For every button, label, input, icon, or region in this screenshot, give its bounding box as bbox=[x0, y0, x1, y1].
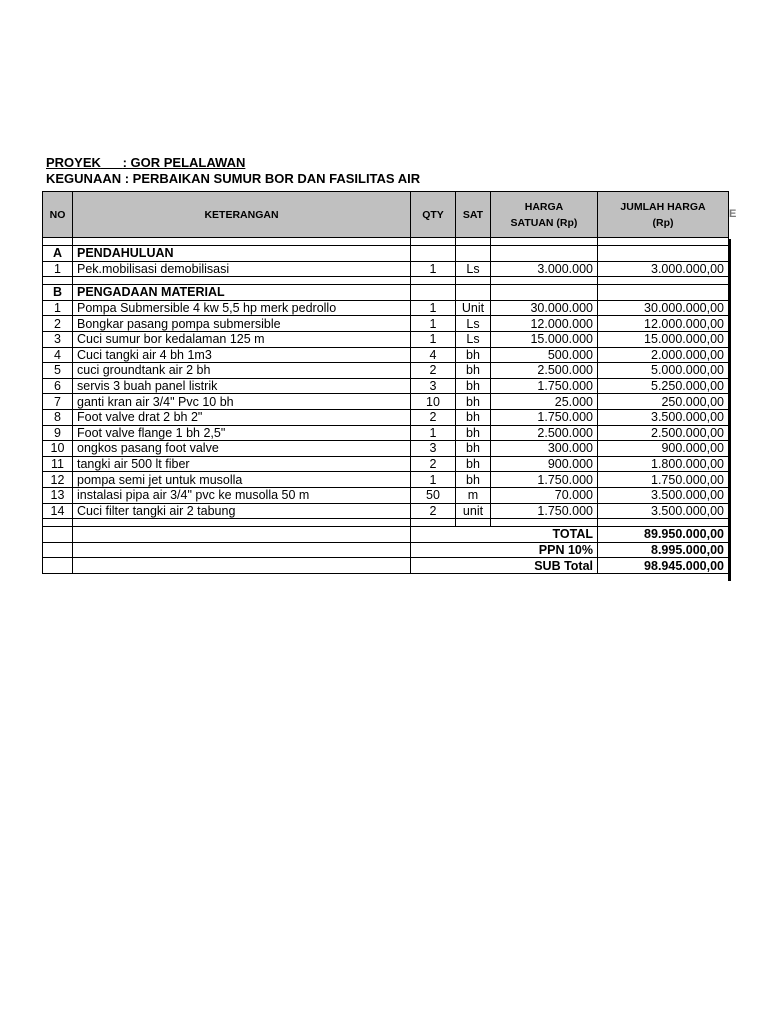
item-unit: m bbox=[456, 487, 491, 503]
section-code: A bbox=[43, 246, 73, 262]
item-total-price: 3.500.000,00 bbox=[598, 503, 729, 519]
table-row bbox=[43, 261, 729, 277]
item-unit: bh bbox=[456, 409, 491, 425]
item-description: Pompa Submersible 4 kw 5,5 hp merk pedrollo bbox=[73, 300, 411, 316]
total-value: 98.945.000,00 bbox=[598, 558, 729, 574]
table-row bbox=[43, 394, 729, 410]
item-qty: 2 bbox=[411, 363, 456, 379]
col-header-keterangan: KETERANGAN bbox=[73, 192, 411, 238]
item-total-price: 900.000,00 bbox=[598, 441, 729, 457]
empty-cell bbox=[43, 558, 73, 574]
spacer-row bbox=[43, 238, 729, 246]
item-description: Foot valve flange 1 bh 2,5" bbox=[73, 425, 411, 441]
item-number: 5 bbox=[43, 363, 73, 379]
table-row bbox=[43, 425, 729, 441]
item-unit-price: 300.000 bbox=[491, 441, 598, 457]
item-unit: bh bbox=[456, 378, 491, 394]
item-description: instalasi pipa air 3/4" pvc ke musolla 50 m bbox=[73, 487, 411, 503]
item-number: 9 bbox=[43, 425, 73, 441]
total-row bbox=[43, 527, 729, 543]
item-unit-price: 1.750.000 bbox=[491, 472, 598, 488]
item-unit-price: 500.000 bbox=[491, 347, 598, 363]
empty-cell bbox=[73, 542, 411, 558]
item-total-price: 1.750.000,00 bbox=[598, 472, 729, 488]
table-row bbox=[43, 300, 729, 316]
project-label: PROYEK bbox=[46, 155, 101, 170]
item-total-price: 5.000.000,00 bbox=[598, 363, 729, 379]
table-row bbox=[43, 347, 729, 363]
item-description: Foot valve drat 2 bh 2" bbox=[73, 409, 411, 425]
item-description: ongkos pasang foot valve bbox=[73, 441, 411, 457]
item-unit-price: 900.000 bbox=[491, 456, 598, 472]
item-unit: bh bbox=[456, 394, 491, 410]
item-number: 1 bbox=[43, 261, 73, 277]
item-number: 3 bbox=[43, 331, 73, 347]
table-row bbox=[43, 378, 729, 394]
item-number: 12 bbox=[43, 472, 73, 488]
item-number: 2 bbox=[43, 316, 73, 332]
item-qty: 10 bbox=[411, 394, 456, 410]
item-qty: 3 bbox=[411, 378, 456, 394]
item-total-price: 2.500.000,00 bbox=[598, 425, 729, 441]
table-row bbox=[43, 331, 729, 347]
item-unit-price: 12.000.000 bbox=[491, 316, 598, 332]
section-code: B bbox=[43, 285, 73, 301]
empty-cell bbox=[598, 285, 729, 301]
item-unit-price: 2.500.000 bbox=[491, 363, 598, 379]
table-row bbox=[43, 456, 729, 472]
table-row bbox=[43, 503, 729, 519]
item-description: Cuci sumur bor kedalaman 125 m bbox=[73, 331, 411, 347]
item-unit: bh bbox=[456, 456, 491, 472]
empty-cell bbox=[43, 277, 73, 285]
cost-estimate-table bbox=[42, 191, 729, 574]
item-qty: 2 bbox=[411, 456, 456, 472]
col-header-harga-satuan: HARGA SATUAN (Rp) bbox=[491, 192, 598, 238]
total-label: SUB Total bbox=[411, 558, 598, 574]
item-description: Pek.mobilisasi demobilisasi bbox=[73, 261, 411, 277]
item-total-price: 15.000.000,00 bbox=[598, 331, 729, 347]
item-qty: 50 bbox=[411, 487, 456, 503]
item-unit: bh bbox=[456, 347, 491, 363]
section-row-b bbox=[43, 285, 729, 301]
table-row bbox=[43, 409, 729, 425]
item-unit: bh bbox=[456, 441, 491, 457]
col-header-jumlah-harga: JUMLAH HARGA (Rp) bbox=[598, 192, 729, 238]
item-qty: 3 bbox=[411, 441, 456, 457]
item-unit: bh bbox=[456, 472, 491, 488]
item-qty: 2 bbox=[411, 409, 456, 425]
project-line bbox=[46, 155, 420, 170]
col-header-sat: SAT bbox=[456, 192, 491, 238]
empty-cell bbox=[491, 285, 598, 301]
total-row bbox=[43, 558, 729, 574]
item-total-price: 5.250.000,00 bbox=[598, 378, 729, 394]
item-description: tangki air 500 lt fiber bbox=[73, 456, 411, 472]
empty-cell bbox=[598, 277, 729, 285]
col-header-qty: QTY bbox=[411, 192, 456, 238]
item-qty: 2 bbox=[411, 503, 456, 519]
item-total-price: 30.000.000,00 bbox=[598, 300, 729, 316]
item-unit: unit bbox=[456, 503, 491, 519]
total-row bbox=[43, 542, 729, 558]
empty-cell bbox=[73, 519, 411, 527]
item-total-price: 3.500.000,00 bbox=[598, 409, 729, 425]
table-row bbox=[43, 472, 729, 488]
item-description: Bongkar pasang pompa submersible bbox=[73, 316, 411, 332]
item-description: ganti kran air 3/4" Pvc 10 bh bbox=[73, 394, 411, 410]
item-unit-price: 15.000.000 bbox=[491, 331, 598, 347]
empty-cell bbox=[43, 542, 73, 558]
item-qty: 4 bbox=[411, 347, 456, 363]
item-unit-price: 2.500.000 bbox=[491, 425, 598, 441]
item-number: 10 bbox=[43, 441, 73, 457]
col-header-no: NO bbox=[43, 192, 73, 238]
empty-cell bbox=[73, 558, 411, 574]
item-unit-price: 1.750.000 bbox=[491, 503, 598, 519]
item-unit: Ls bbox=[456, 316, 491, 332]
section-title: PENGADAAN MATERIAL bbox=[73, 285, 411, 301]
item-total-price: 3.500.000,00 bbox=[598, 487, 729, 503]
table-row bbox=[43, 363, 729, 379]
item-unit-price: 70.000 bbox=[491, 487, 598, 503]
item-qty: 1 bbox=[411, 316, 456, 332]
item-qty: 1 bbox=[411, 300, 456, 316]
empty-cell bbox=[598, 519, 729, 527]
item-total-price: 12.000.000,00 bbox=[598, 316, 729, 332]
total-value: 8.995.000,00 bbox=[598, 542, 729, 558]
cut-off-column-mark: E bbox=[729, 208, 737, 220]
item-number: 7 bbox=[43, 394, 73, 410]
empty-cell bbox=[73, 277, 411, 285]
item-unit: Unit bbox=[456, 300, 491, 316]
total-label: PPN 10% bbox=[411, 542, 598, 558]
item-qty: 1 bbox=[411, 331, 456, 347]
item-description: Cuci filter tangki air 2 tabung bbox=[73, 503, 411, 519]
table-header-row bbox=[43, 192, 729, 238]
empty-cell bbox=[43, 527, 73, 543]
table-right-shadow bbox=[728, 239, 731, 581]
empty-cell bbox=[491, 519, 598, 527]
item-description: Cuci tangki air 4 bh 1m3 bbox=[73, 347, 411, 363]
item-number: 1 bbox=[43, 300, 73, 316]
empty-cell bbox=[456, 519, 491, 527]
section-row-a bbox=[43, 246, 729, 262]
empty-cell bbox=[43, 519, 73, 527]
spacer-row bbox=[43, 519, 729, 527]
table-row bbox=[43, 487, 729, 503]
item-number: 4 bbox=[43, 347, 73, 363]
item-unit-price: 3.000.000 bbox=[491, 261, 598, 277]
empty-cell bbox=[411, 277, 456, 285]
item-unit: bh bbox=[456, 425, 491, 441]
item-total-price: 3.000.000,00 bbox=[598, 261, 729, 277]
item-unit-price: 1.750.000 bbox=[491, 409, 598, 425]
item-unit-price: 25.000 bbox=[491, 394, 598, 410]
item-unit: bh bbox=[456, 363, 491, 379]
item-qty: 1 bbox=[411, 472, 456, 488]
item-number: 6 bbox=[43, 378, 73, 394]
document-header bbox=[46, 155, 420, 186]
item-qty: 1 bbox=[411, 425, 456, 441]
empty-cell bbox=[411, 519, 456, 527]
spacer-row bbox=[43, 277, 729, 285]
empty-cell bbox=[456, 277, 491, 285]
empty-cell bbox=[73, 527, 411, 543]
empty-cell bbox=[411, 285, 456, 301]
table-row bbox=[43, 441, 729, 457]
total-label: TOTAL bbox=[411, 527, 598, 543]
item-number: 11 bbox=[43, 456, 73, 472]
table-row bbox=[43, 316, 729, 332]
item-number: 14 bbox=[43, 503, 73, 519]
item-unit-price: 30.000.000 bbox=[491, 300, 598, 316]
section-title: PENDAHULUAN bbox=[73, 246, 411, 262]
item-total-price: 250.000,00 bbox=[598, 394, 729, 410]
empty-cell bbox=[491, 277, 598, 285]
item-total-price: 2.000.000,00 bbox=[598, 347, 729, 363]
item-total-price: 1.800.000,00 bbox=[598, 456, 729, 472]
total-value: 89.950.000,00 bbox=[598, 527, 729, 543]
item-unit: Ls bbox=[456, 331, 491, 347]
item-description: cuci groundtank air 2 bh bbox=[73, 363, 411, 379]
item-unit: Ls bbox=[456, 261, 491, 277]
item-unit-price: 1.750.000 bbox=[491, 378, 598, 394]
item-description: pompa semi jet untuk musolla bbox=[73, 472, 411, 488]
purpose-line: KEGUNAAN : PERBAIKAN SUMUR BOR DAN FASILITAS AIR bbox=[46, 171, 421, 186]
item-description: servis 3 buah panel listrik bbox=[73, 378, 411, 394]
item-number: 8 bbox=[43, 409, 73, 425]
project-name: : GOR PELALAWAN bbox=[122, 155, 246, 170]
item-number: 13 bbox=[43, 487, 73, 503]
item-qty: 1 bbox=[411, 261, 456, 277]
empty-cell bbox=[456, 285, 491, 301]
